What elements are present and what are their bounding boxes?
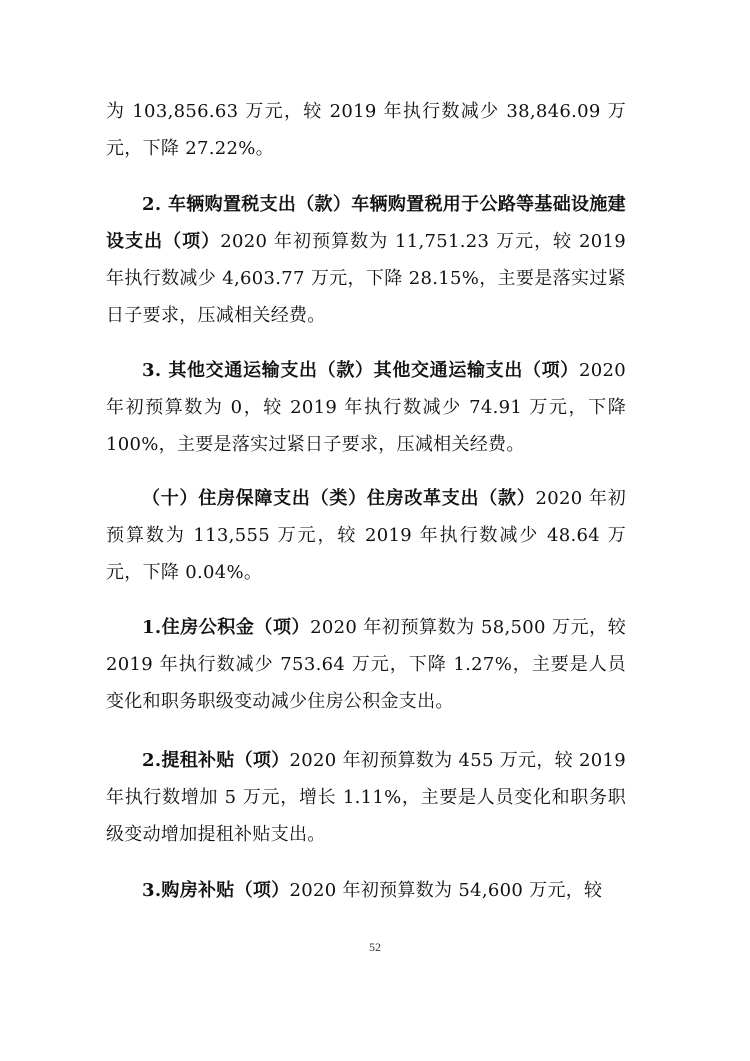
paragraph-heading: 2. 车辆购置税支出（款）车辆购置税用于公路等基础设施建设支出（项）: [106, 194, 626, 252]
page-number: 52: [369, 940, 381, 954]
paragraph-body: 2020 年初预算数为 455 万元，较 2019 年执行数增加 5 万元，增长 1.11%，主要是人员变化和职务职级变动增加提租补贴支出。: [106, 750, 626, 845]
paragraph-heading: 3. 其他交通运输支出（款）其他交通运输支出（项）: [142, 360, 579, 381]
paragraph-rent-subsidy: [106, 742, 626, 853]
paragraph-continuation: [106, 93, 626, 167]
paragraph-body: 为 103,856.63 万元，较 2019 年执行数减少 38,846.09 万元，下降 27.22%。: [106, 101, 626, 159]
paragraph-body: 2020 年初预算数为 113,555 万元，较 2019 年执行数减少 48.64 万元，下降 0.04%。: [106, 488, 626, 583]
paragraph-body: 2020 年初预算数为 11,751.23 万元，较 2019 年执行数减少 4,603.77 万元，下降 28.15%，主要是落实过紧日子要求，压减相关经费。: [106, 231, 626, 326]
paragraph-heading: （十）住房保障支出（类）住房改革支出（款）: [142, 488, 536, 509]
paragraph-housing-security: [106, 480, 626, 591]
paragraph-heading: 3.购房补贴（项）: [142, 880, 290, 901]
paragraph-heading: 1.住房公积金（项）: [142, 617, 311, 638]
paragraph-house-purchase-subsidy: [106, 872, 626, 909]
paragraph-body: 2020 年初预算数为 54,600 万元，较: [289, 880, 603, 901]
paragraph-housing-fund: [106, 609, 626, 720]
paragraph-other-transport: [106, 352, 626, 463]
paragraph-vehicle-purchase-tax: [106, 186, 626, 334]
paragraph-body: 2020 年初预算数为 0，较 2019 年执行数减少 74.91 万元，下降 100%，主要是落实过紧日子要求，压减相关经费。: [106, 360, 626, 455]
paragraph-body: 2020 年初预算数为 58,500 万元，较 2019 年执行数减少 753.64 万元，下降 1.27%，主要是人员变化和职务职级变动减少住房公积金支出。: [106, 617, 627, 712]
paragraph-heading: 2.提租补贴（项）: [142, 750, 290, 771]
